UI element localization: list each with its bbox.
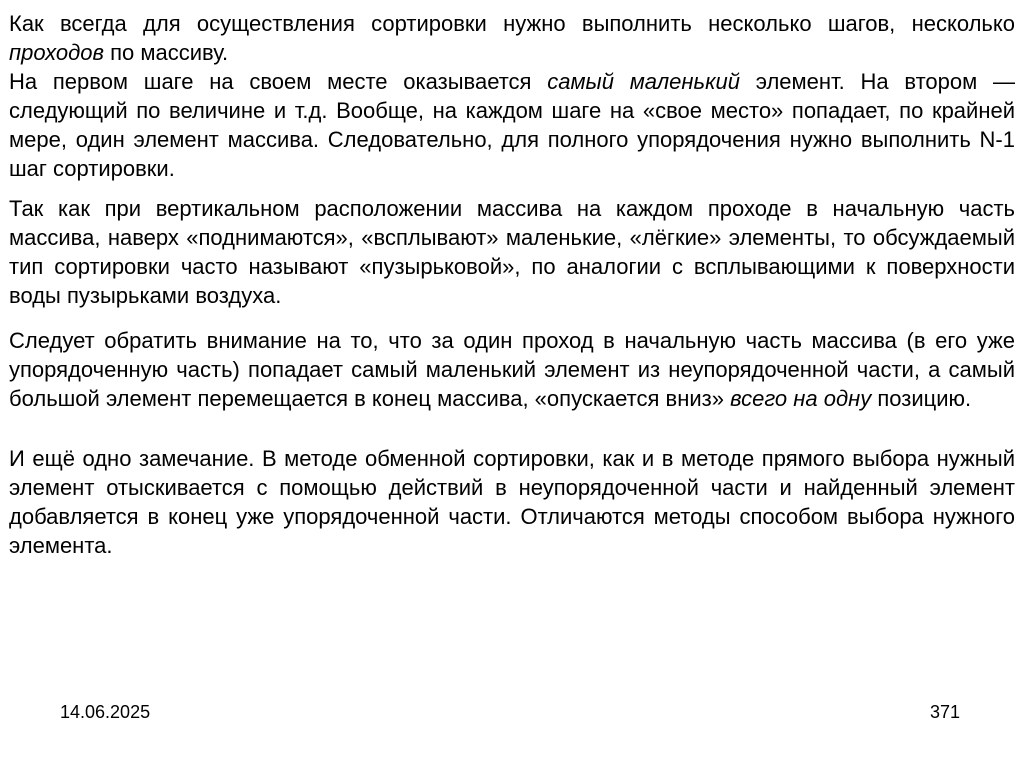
paragraph-intro-text-d: элемент. На втором — следующий по величине и т.д. Вообще, на каждом шаге на «свое место» попадает, по крайней мере, один элемент массива. Следовательно, для полного упорядочения нужно выполнить N-1 шаг сортировки. bbox=[9, 69, 1016, 181]
page-number: 371 bbox=[930, 702, 961, 722]
footer-date: 14.06.2025 bbox=[60, 702, 151, 722]
slide-content bbox=[9, 9, 1015, 560]
paragraph-note-text-b: позицию. bbox=[871, 386, 972, 411]
paragraph-note-pass bbox=[9, 326, 1015, 413]
paragraph-bubble-name: Так как при вертикальном расположении массива на каждом проходе в начальную часть массива, наверх «поднимаются», «всплывают» маленькие, «лёгкие» элементы, то обсуждаемый тип сортировки часто называют «пузырьковой», по аналогии с всплывающими к поверхности воды пузырьками воздуха. bbox=[9, 196, 1015, 308]
paragraph-note-text-a: Следует обратить внимание на то, что за один проход в начальную часть массива (в его уже упорядоченную часть) попадает самый маленький элемент из неупорядоченной части, а самый большой элемент перемещается в конец массива, «опускается вниз» bbox=[9, 328, 1015, 411]
paragraph-remark: И ещё одно замечание. В методе обменной сортировки, как и в методе прямого выбора нужный элемент отыскивается с помощью действий в неупорядоченной части и найденный элемент добавляется в конец уже упорядоченной части. Отличаются методы способом выбора нужного элемента. bbox=[9, 446, 1015, 558]
emphasis-one-position: всего на одну bbox=[730, 386, 872, 411]
paragraph-intro-text-b: по массиву. bbox=[103, 40, 229, 65]
emphasis-passes: проходов bbox=[9, 40, 104, 65]
emphasis-smallest: самый маленький bbox=[547, 69, 740, 94]
paragraph-intro-text-a: Как всегда для осуществления сортировки нужно выполнить несколько шагов, несколько bbox=[9, 11, 1015, 36]
paragraph-intro-text-c: На первом шаге на своем месте оказывается bbox=[9, 69, 548, 94]
paragraph-intro bbox=[9, 9, 1015, 183]
